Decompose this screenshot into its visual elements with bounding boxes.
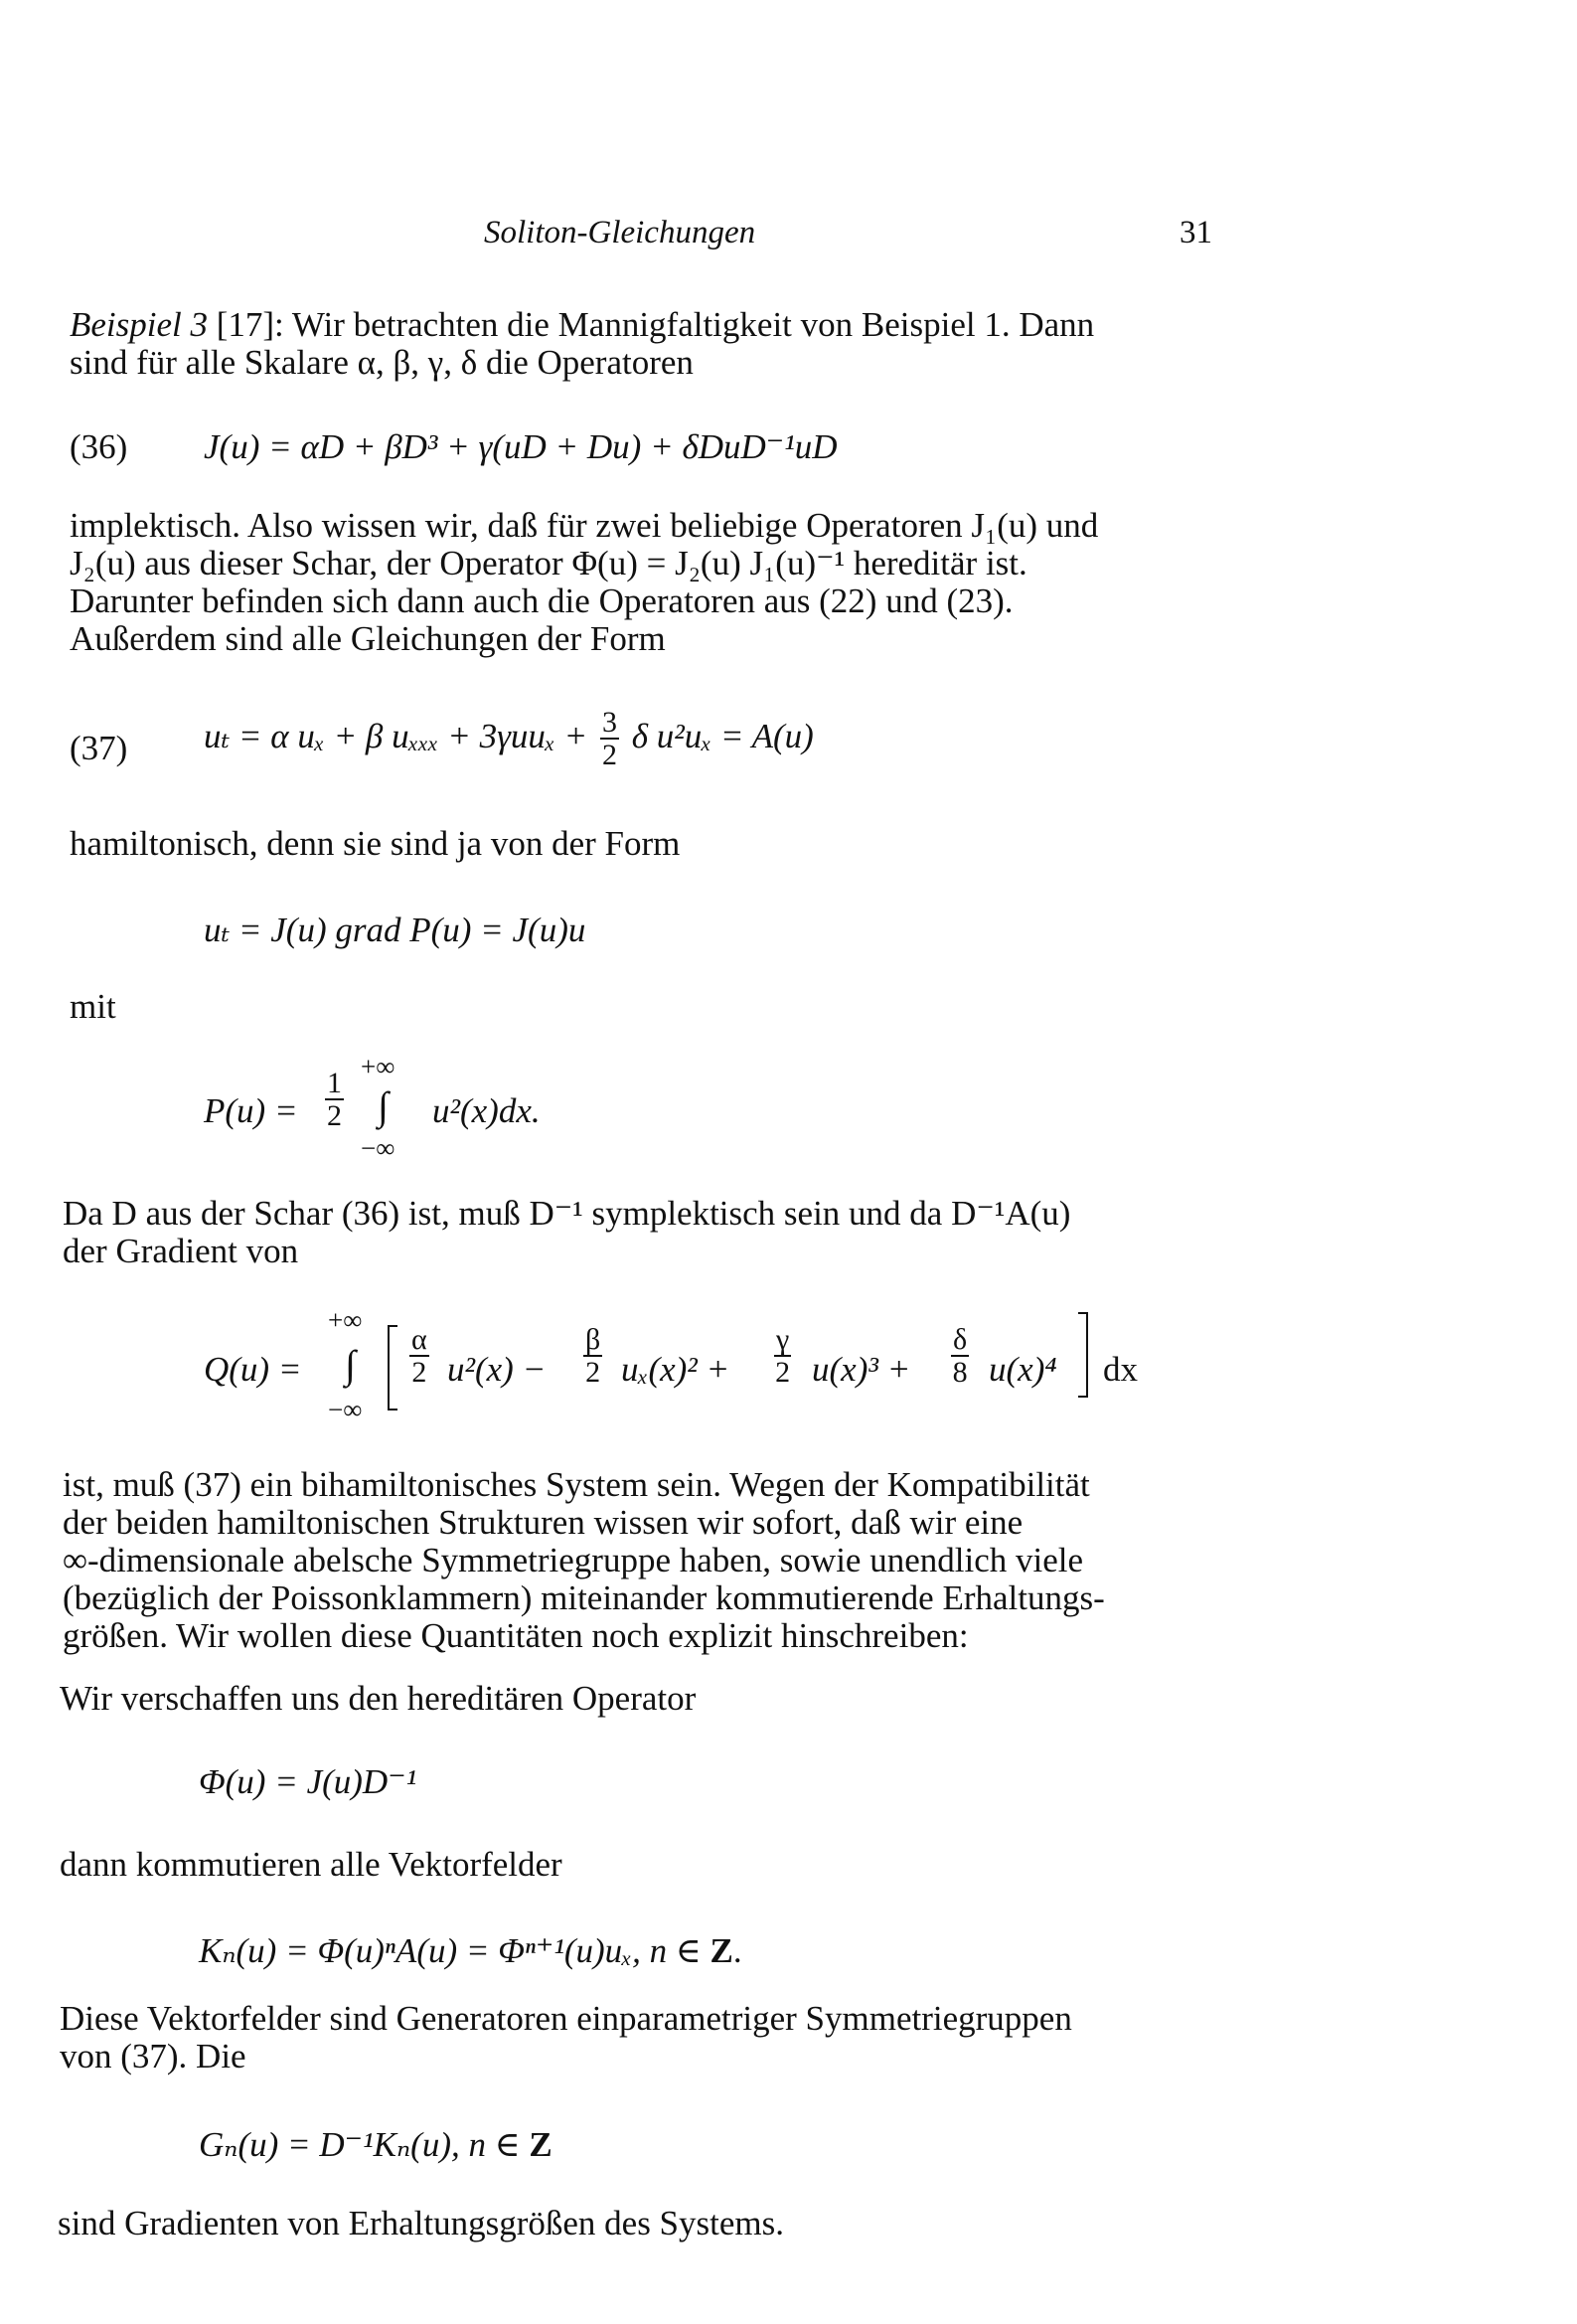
- equation-Q: [204, 1307, 1158, 1426]
- paragraph-operator: [60, 1680, 1212, 1718]
- paragraph-gradienten: [58, 2205, 1210, 2242]
- equation-K: [199, 1933, 742, 1968]
- integral-upper-limit: +∞: [328, 1305, 363, 1335]
- text-line: ist, muß (37) ein bihamiltonisches System sein. Wegen der Kompatibilität: [63, 1465, 1090, 1504]
- equation-Q-term-3: u(x)³ +: [812, 1350, 911, 1389]
- text-line: mit: [70, 987, 116, 1026]
- text-line: von (37). Die: [60, 2037, 246, 2075]
- text-line: dann kommutieren alle Vektorfelder: [60, 1845, 562, 1884]
- paragraph-mit: [70, 988, 1222, 1026]
- fraction-denominator: 2: [585, 1356, 601, 1389]
- integral-lower-limit: −∞: [328, 1395, 363, 1424]
- text-line: Da D aus der Schar (36) ist, muß D⁻¹ symplektisch sein und da D⁻¹A(u): [63, 1194, 1071, 1233]
- equation-37-lhs: uₜ = α uₓ + β uₓₓₓ + 3γuuₓ +: [204, 717, 588, 756]
- equation-36-number: (36): [70, 427, 128, 466]
- fraction-gamma-half: [774, 1325, 791, 1389]
- integral-upper-limit: +∞: [361, 1052, 395, 1081]
- text-line: der Gradient von: [63, 1232, 299, 1270]
- equation-Q-term-2: uₓ(x)² +: [621, 1350, 730, 1389]
- equation-37-number: (37): [70, 729, 128, 767]
- integral-sign: ∫: [378, 1083, 389, 1128]
- equation-Q-term-4: u(x)⁴: [989, 1350, 1057, 1389]
- example-intro: [17]: Wir betrachten die Mannigfaltigkeit von Beispiel 1. Dann: [208, 305, 1095, 344]
- text-line: Diese Vektorfelder sind Generatoren einparametriger Symmetriegruppen: [60, 1999, 1072, 2038]
- fraction-three-halves: [600, 708, 619, 771]
- equation-Phi: Φ(u) = J(u)D⁻¹: [199, 1762, 417, 1801]
- paragraph-da-D: [63, 1195, 1215, 1270]
- text-line: Darunter befinden sich dann auch die Operatoren aus (22) und (23).: [70, 581, 1014, 620]
- equation-P-integrand: u²(x)dx.: [432, 1091, 541, 1130]
- text-line: implektisch. Also wissen wir, daß für zwei beliebige Operatoren J₁(u) und: [70, 506, 1099, 545]
- fraction-numerator: β: [585, 1323, 601, 1356]
- text-line: sind Gradienten von Erhaltungsgrößen des Systems.: [58, 2204, 785, 2242]
- integral-lower-limit: −∞: [361, 1133, 395, 1163]
- fraction-denominator: 8: [952, 1356, 968, 1389]
- text-line: ∞-dimensionale abelsche Symmetriegruppe haben, sowie unendlich viele: [63, 1541, 1083, 1579]
- fraction-numerator: γ: [776, 1323, 790, 1356]
- example-label: Beispiel 3: [70, 305, 208, 344]
- fraction-numerator: 3: [601, 706, 617, 739]
- fraction-denominator: 2: [775, 1356, 791, 1389]
- equation-P-lhs: P(u) =: [204, 1091, 298, 1130]
- fraction-alpha-half: [409, 1325, 429, 1389]
- equation-Q-term-1: u²(x) −: [447, 1350, 547, 1389]
- equation-G-body: Gₙ(u) = D⁻¹Kₙ(u), n ∈: [199, 2125, 530, 2164]
- equation-37-rhs: δ u²uₓ = A(u): [631, 717, 814, 756]
- text-line: (bezüglich der Poissonklammern) miteinander kommutierende Erhaltungs-: [63, 1578, 1105, 1617]
- example-intro-line-2: sind für alle Skalare α, β, γ, δ die Operatoren: [70, 343, 694, 382]
- integral-sign: ∫: [345, 1342, 356, 1387]
- paragraph-bihamiltonisch: [63, 1466, 1215, 1655]
- fraction-numerator: δ: [953, 1323, 968, 1356]
- running-header: Soliton-Gleichungen: [484, 215, 756, 250]
- fraction-delta-eighth: [951, 1325, 969, 1389]
- equation-Q-lhs: Q(u) =: [204, 1350, 302, 1389]
- paragraph-hamiltonisch: [70, 825, 1222, 863]
- equation-K-period: .: [732, 1931, 742, 1970]
- equation-36: J(u) = αD + βD³ + γ(uD + Du) + δDuD⁻¹uD: [204, 427, 838, 466]
- text-line: Außerdem sind alle Gleichungen der Form: [70, 619, 666, 658]
- paragraph-example-3: [70, 306, 1222, 382]
- paragraph-generatoren: [60, 2000, 1212, 2075]
- page-number: 31: [1180, 215, 1212, 250]
- fraction-numerator: α: [411, 1323, 427, 1356]
- fraction-denominator: 2: [327, 1099, 342, 1132]
- fraction-denominator: 2: [601, 739, 617, 771]
- equation-G: [199, 2127, 552, 2162]
- equation-37: [204, 708, 814, 771]
- text-line: J₂(u) aus dieser Schar, der Operator Φ(u) = J₂(u) J₁(u)⁻¹ hereditär ist.: [70, 544, 1027, 582]
- equation-P: [204, 1054, 621, 1163]
- text-line: größen. Wir wollen diese Quantitäten noch explizit hinschreiben:: [63, 1616, 969, 1655]
- fraction-one-half: [325, 1069, 344, 1132]
- fraction-beta-half: [583, 1325, 602, 1389]
- right-brace: [1078, 1312, 1088, 1398]
- equation-grad: uₜ = J(u) grad P(u) = J(u)u: [204, 911, 586, 949]
- equation-Q-dx: dx: [1103, 1350, 1138, 1389]
- text-line: hamiltonisch, denn sie sind ja von der Form: [70, 824, 681, 863]
- text-line: Wir verschaffen uns den hereditären Operator: [60, 1679, 697, 1718]
- fraction-denominator: 2: [411, 1356, 427, 1389]
- equation-K-body: Kₙ(u) = Φ(u)ⁿA(u) = Φⁿ⁺¹(u)uₓ, n ∈: [199, 1931, 710, 1970]
- fraction-numerator: 1: [327, 1067, 342, 1099]
- integer-set-symbol: Z: [529, 2125, 552, 2164]
- paragraph-vektorfelder: [60, 1846, 1212, 1884]
- left-brace: [388, 1325, 397, 1411]
- text-line: der beiden hamiltonischen Strukturen wissen wir sofort, daß wir eine: [63, 1503, 1024, 1542]
- integer-set-symbol: Z: [710, 1931, 733, 1970]
- paragraph-implektisch: [70, 507, 1222, 658]
